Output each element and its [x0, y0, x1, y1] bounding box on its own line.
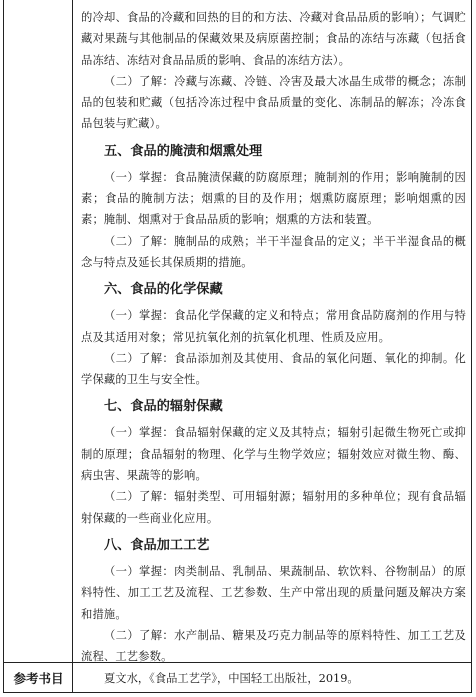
syllabus-content [81, 7, 466, 667]
section4-understand-text: （二）了解：冷藏与冻藏、冷链、冷害及最大冰晶生成带的概念；冻制品的包装和贮藏（包括冷冻过程中食品质量的变化、冻制品的解冻；冷冻食品包装与贮藏）。 [81, 74, 466, 131]
section6-heading: 六、食品的化学保藏 [104, 282, 223, 298]
section8-understand-text: （二）了解：水产制品、糖果及巧克力制品等的原料特性、加工工艺及流程、工艺参数。 [81, 628, 466, 664]
section6-understand-text: （二）了解：食品添加剂及其使用、食品的氧化问题、氧化的抑制。化学保藏的卫生与安全性。 [81, 351, 466, 387]
section8-master-text: （一）掌握：肉类制品、乳制品、果蔬制品、软饮料、谷物制品）的原料特性、加工工艺及流程、工艺参数、生产中常出现的质量问题及解决方案和措施。 [81, 564, 466, 621]
section5-heading: 五、食品的腌渍和烟熏处理 [104, 143, 263, 159]
section7-master-text: （一）掌握：食品辐射保藏的定义及其特点；辐射引起微生物死亡或抑制的原理；食品辐射的物理、化学与生物学效应；辐射效应对微生物、酶、病虫害、果蔬等的影响。 [81, 426, 466, 483]
reference-text: 夏文水，《食品工艺学》，中国轻工出版社，2019。 [104, 671, 359, 685]
section5-master-text: （一）掌握：食品腌渍保藏的防腐原理；腌制剂的作用；影响腌制的因素；食品的腌制方法；烟熏的目的及作用；烟熏防腐原理；影响烟熏的因素；腌制、烟熏对于食品品质的影响；烟熏的方法和装置。 [81, 170, 466, 227]
syllabus-table [3, 0, 472, 693]
section7-heading: 七、食品的辐射保藏 [104, 399, 223, 415]
section8-heading: 八、食品加工工艺 [104, 537, 210, 553]
label-column [4, 0, 73, 692]
section5-understand-text: （二）了解：腌制品的成熟；半干半湿食品的定义；半干半湿食品的概念与特点及延长其保质期的措施。 [81, 234, 466, 269]
section4-continued-text: 的冷却、食品的冷藏和回热的目的和方法、冷藏对食品品质的影响）；气调贮藏对果蔬与其他制品的保藏效果及病原菌控制；食品的冻结与冻藏（包括食品冻结、冻结对食品品质的影响、食品的冻结方法）。 [81, 11, 466, 67]
section7-understand-text: （二）了解：辐射类型、可用辐射源；辐射用的多种单位；现有食品辐射保藏的一些商业化应用。 [81, 490, 466, 525]
section6-master-text: （一）掌握：食品化学保藏的定义和特点；常用食品防腐剂的作用与特点及其适用对象；常见抗氧化剂的抗氧化机理、性质及应用。 [81, 309, 466, 344]
reference-label: 参考书目 [13, 670, 64, 686]
